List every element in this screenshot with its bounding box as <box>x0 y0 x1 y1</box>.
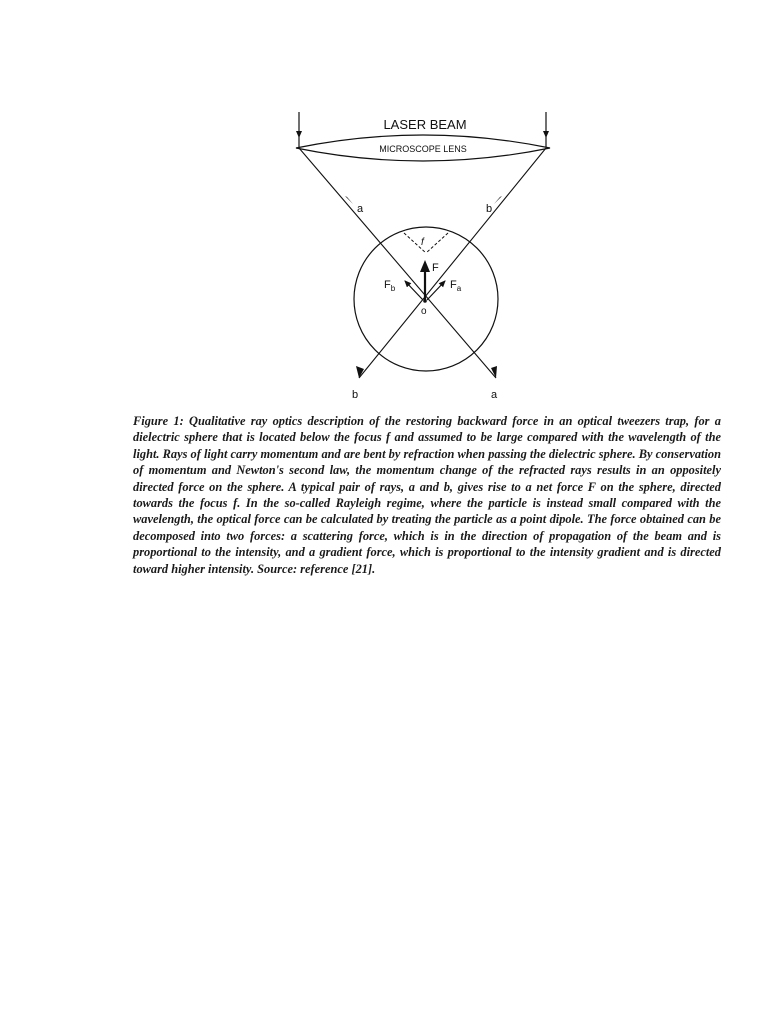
origin-label: o <box>421 306 427 317</box>
laser-beam-label: LASER BEAM <box>383 117 467 132</box>
microscope-lens-label: MICROSCOPE LENS <box>379 144 467 154</box>
ray-a-in-label: a <box>357 203 364 215</box>
figure-caption <box>133 413 721 577</box>
figure-caption-text: Qualitative ray optics description of the restoring backward force in an optical tweezers trap, for a dielectric sphere that is located below the focus f and assumed to be large compared with the wavelength of the light. Rays of light carry momentum and are bent by refraction when passing the dielectric sphere. By conservation of momentum and Newton's second law, the momentum change of the refracted rays results in an oppositely directed force on the sphere. A typical pair of rays, a and b, gives rise to a net force F on the sphere, directed towards the focus f. In the so-called Rayleigh regime, where the particle is instead small compared with the wavelength, the optical force can be calculated by treating the particle as a point dipole. The force obtained can be decomposed into two forces: a scattering force, which is in the direction of propagation of the beam and is proportional to the intensity, and a gradient force, which is proportional to the intensity gradient and is directed toward higher intensity. Source: reference [21]. <box>133 414 721 576</box>
focus-label: f <box>421 237 424 248</box>
ray-b <box>359 148 546 378</box>
net-force-arrowhead <box>420 260 430 272</box>
incoming-beam-right-arrow <box>543 131 549 138</box>
ray-b-out-label: b <box>352 389 359 401</box>
force-a-label: $F_a$ <box>450 279 462 293</box>
net-force-label: F <box>432 262 439 274</box>
optical-tweezers-diagram <box>280 100 580 410</box>
force-b-label: $F_b$ <box>384 279 396 293</box>
incoming-beam-left-arrow <box>296 131 302 138</box>
dashed-ray-right <box>426 233 448 253</box>
origin-point <box>423 299 427 303</box>
ray-a <box>299 148 496 378</box>
figure-caption-label: Figure 1: <box>133 414 184 428</box>
ray-b-in-label: b <box>486 203 493 215</box>
ray-a-out-label: a <box>491 389 498 401</box>
force-b-arrow <box>405 281 423 300</box>
